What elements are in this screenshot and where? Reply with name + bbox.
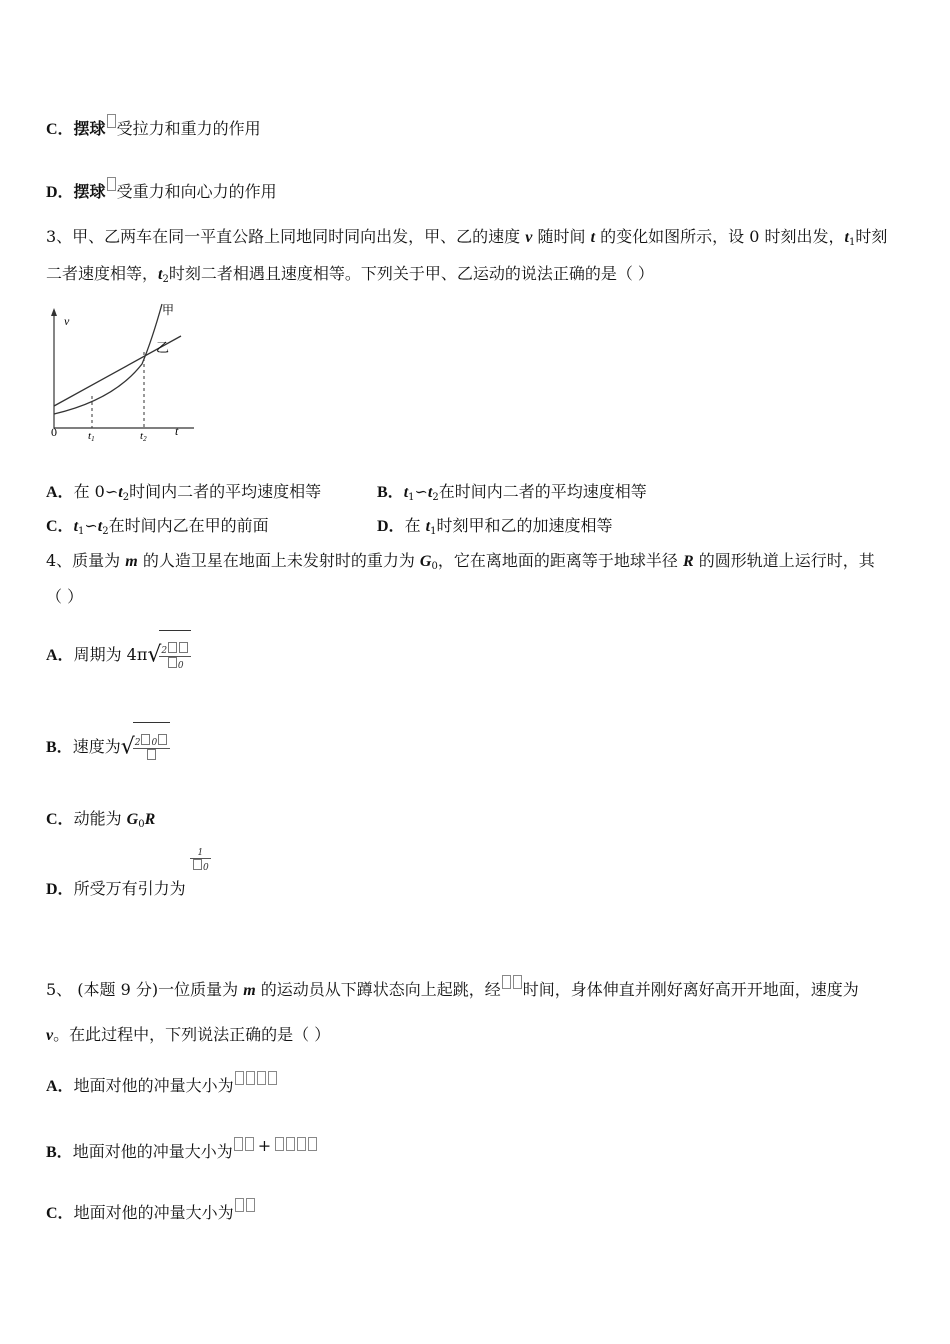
q2-option-c xyxy=(46,114,261,141)
missing-glyph-icon xyxy=(193,859,202,870)
q3-stem-text: 时刻二者相遇且速度相等。下列关于甲、乙运动的说法正确的是（ ） xyxy=(168,264,654,283)
var-G: G xyxy=(126,811,139,828)
fraction: $\frac{1}{0}$ xyxy=(190,848,211,873)
missing-glyph-icon xyxy=(235,1071,244,1085)
q4-option-c xyxy=(46,808,155,836)
subscript: 2 xyxy=(122,492,130,503)
missing-glyph-icon xyxy=(246,1071,255,1085)
q5-stem-line2 xyxy=(46,1024,330,1047)
fraction: $\frac{2}{0}$ xyxy=(159,642,191,671)
var-t1: t xyxy=(844,229,849,246)
subscript: 1 xyxy=(408,492,415,503)
q4-option-a xyxy=(46,630,191,681)
option-label: B． xyxy=(377,484,404,501)
var-m: m xyxy=(125,553,138,570)
subscript: 2 xyxy=(102,526,109,537)
missing-glyph-icon xyxy=(141,734,150,745)
missing-glyph-icon xyxy=(107,177,116,191)
q3-stem-text: 3、甲、乙两车在同一平直公路上同地同时同向出发，甲、乙的速度 xyxy=(46,227,526,246)
fraction: 2 0 xyxy=(133,734,170,763)
q2-option-d-prefix: D．摆球 xyxy=(46,184,106,201)
q3-option-c xyxy=(46,515,269,543)
var-R: R xyxy=(144,811,156,828)
t1-tick-label: t1 xyxy=(88,430,95,443)
origin-label: 0 xyxy=(51,425,57,439)
q5-stem-text: 5、 (本题 9 分)一位质量为 xyxy=(46,980,244,999)
missing-glyph-icon xyxy=(246,1198,255,1212)
sqrt-expression xyxy=(121,722,171,773)
option-text: 在 xyxy=(404,516,426,535)
q5-stem-text: 。在此过程中，下列说法正确的是（ ） xyxy=(53,1025,331,1044)
v-axis-arrow-icon xyxy=(51,308,57,316)
missing-glyph-icon xyxy=(158,734,167,745)
option-text: 时刻甲和乙的加速度相等 xyxy=(436,516,613,535)
subscript: 0 xyxy=(431,561,438,572)
subscript: 2 xyxy=(432,492,439,503)
var-v: v xyxy=(46,1027,54,1044)
var-t1: t xyxy=(403,484,409,501)
q3-stem-text: 随时间 xyxy=(532,227,591,246)
q4-stem-text: 的人造卫星在地面上未发射时的重力为 xyxy=(137,551,420,570)
option-label: A． xyxy=(46,647,74,664)
option-label: A． xyxy=(46,1078,74,1095)
missing-glyph-icon xyxy=(297,1137,306,1151)
q5-option-c xyxy=(46,1198,256,1225)
t-axis-label: t xyxy=(175,424,179,438)
missing-glyph-icon xyxy=(502,975,511,989)
q3-option-b xyxy=(377,481,647,509)
option-text: 所受万有引力为 xyxy=(73,879,186,898)
option-label: B． xyxy=(46,739,73,756)
missing-glyph-icon xyxy=(168,642,177,653)
sqrt-icon: √ xyxy=(120,734,135,760)
missing-glyph-icon xyxy=(245,1137,254,1151)
q2-option-d-text: 受重力和向心力的作用 xyxy=(116,182,277,201)
var-m: m xyxy=(243,982,256,999)
option-text: 在时间内乙在甲的前面 xyxy=(108,516,269,535)
yi-label: 乙 xyxy=(156,341,170,356)
missing-glyph-icon xyxy=(275,1137,284,1151)
option-label: C． xyxy=(46,518,74,535)
v-axis-label: v xyxy=(64,314,70,328)
q3-stem-line1 xyxy=(46,226,887,254)
q5-stem-text: 的运动员从下蹲状态向上起跳，经 xyxy=(255,980,501,999)
q4-option-d-fraction xyxy=(190,848,211,873)
q3-stem-text: 二者速度相等， xyxy=(46,264,159,283)
q3-stem-line2 xyxy=(46,263,654,291)
option-text: 在 0∽ xyxy=(73,482,119,501)
missing-glyph-icon xyxy=(179,642,188,653)
option-text: 周期为 4π xyxy=(73,645,148,664)
missing-glyph-icon xyxy=(235,1198,244,1212)
q4-stem-text: 的圆形轨道上运行时，其 xyxy=(693,551,875,570)
subscript: 1 xyxy=(848,237,856,248)
option-text: 地面对他的冲量大小为 xyxy=(72,1142,233,1161)
missing-glyph-icon xyxy=(234,1137,243,1151)
jia-label: 甲 xyxy=(162,303,175,317)
missing-glyph-icon xyxy=(268,1071,277,1085)
subscript: 2 xyxy=(162,274,169,285)
q5-option-b xyxy=(46,1135,318,1164)
option-text: 时间内二者的平均速度相等 xyxy=(129,482,322,501)
q5-stem-text: 时间，身体伸直并刚好离好高开开地面，速度为 xyxy=(522,980,859,999)
q3-option-a xyxy=(46,481,321,509)
var-R: R xyxy=(682,553,694,570)
option-text: 动能为 xyxy=(73,809,127,828)
sqrt-icon: √ xyxy=(147,642,162,668)
q4-stem-text: ，它在离地面的距离等于地球半径 xyxy=(437,551,683,570)
subscript: 1 xyxy=(78,526,85,537)
missing-glyph-icon xyxy=(147,749,156,760)
missing-glyph-icon xyxy=(286,1137,295,1151)
var-t2: t xyxy=(427,484,433,501)
range-sep: ∽ xyxy=(84,516,98,535)
var-t: t xyxy=(118,484,123,501)
q4-stem-text: 4、质量为 xyxy=(46,551,126,570)
range-sep: ∽ xyxy=(414,482,428,501)
q2-option-c-text: 受拉力和重力的作用 xyxy=(116,119,261,138)
option-text: 在时间内二者的平均速度相等 xyxy=(438,482,647,501)
subscript: 0 xyxy=(138,819,145,830)
q2-option-c-prefix: C．摆球 xyxy=(46,121,106,138)
var-t2: t xyxy=(158,266,163,283)
q5-option-a xyxy=(46,1071,278,1098)
missing-glyph-icon xyxy=(107,114,116,128)
velocity-time-graph xyxy=(46,300,206,450)
missing-glyph-icon xyxy=(168,657,177,668)
sqrt-expression xyxy=(147,630,191,681)
var-t: t xyxy=(425,518,431,535)
q4-stem-line1 xyxy=(46,550,875,578)
t2-tick-label: t2 xyxy=(140,430,147,443)
missing-glyph-icon xyxy=(308,1137,317,1151)
q4-option-b xyxy=(46,722,170,773)
q4-option-d xyxy=(46,878,186,901)
var-G: G xyxy=(419,553,432,570)
var-v: v xyxy=(525,229,533,246)
option-label: C． xyxy=(46,811,74,828)
plus-sign: + xyxy=(257,1136,272,1155)
option-label: D． xyxy=(46,881,74,898)
option-text: 地面对他的冲量大小为 xyxy=(73,1076,234,1095)
option-text: 地面对他的冲量大小为 xyxy=(73,1203,234,1222)
q3-option-d xyxy=(377,515,613,543)
var-t1: t xyxy=(73,518,79,535)
option-label: C． xyxy=(46,1205,74,1222)
var-t: t xyxy=(590,229,596,246)
q4-answer-paren: （ ） xyxy=(46,587,84,606)
subscript: 1 xyxy=(430,526,437,537)
missing-glyph-icon xyxy=(257,1071,266,1085)
missing-glyph-icon xyxy=(513,975,522,989)
option-label: D． xyxy=(377,518,405,535)
q3-stem-text: 的变化如图所示，设 0 时刻出发， xyxy=(595,227,845,246)
q5-stem-line1 xyxy=(46,975,859,1002)
q2-option-d xyxy=(46,177,277,204)
option-label: A． xyxy=(46,484,74,501)
option-text: 速度为 xyxy=(72,737,121,756)
var-t2: t xyxy=(97,518,103,535)
q3-stem-text: 时刻 xyxy=(855,227,888,246)
option-label: B． xyxy=(46,1144,73,1161)
